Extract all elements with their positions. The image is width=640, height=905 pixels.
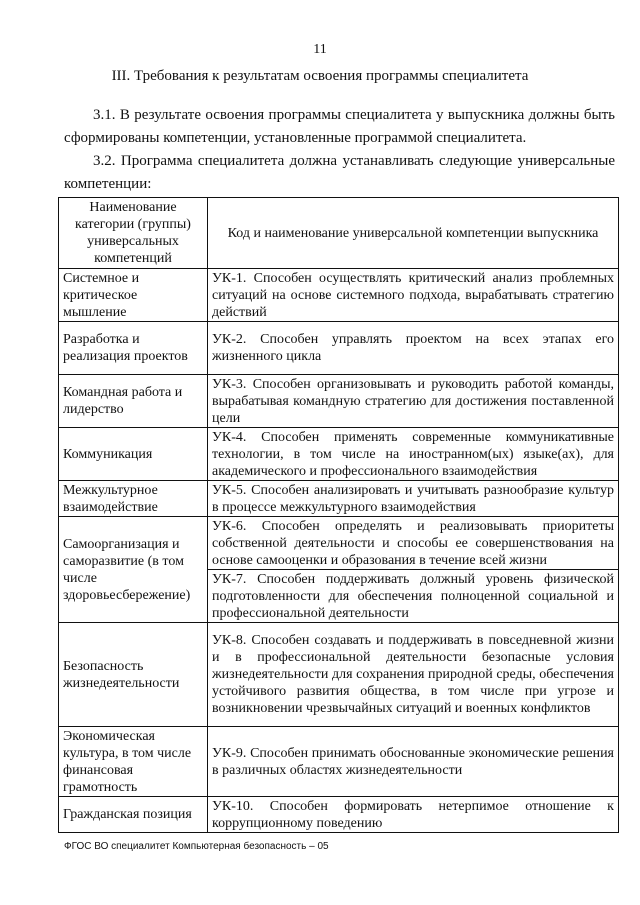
page-footer: ФГОС ВО специалитет Компьютерная безопасность – 05 xyxy=(64,841,329,852)
competency-cell: УК-2. Способен управлять проектом на всех этапах его жизненного цикла xyxy=(208,322,619,375)
category-cell: Коммуникация xyxy=(59,428,208,481)
table-row xyxy=(59,797,619,833)
category-cell: Системное и критическое мышление xyxy=(59,269,208,322)
category-cell: Межкультурное взаимодействие xyxy=(59,481,208,517)
competencies-table xyxy=(58,197,619,833)
competency-cell: УК-9. Способен принимать обоснованные экономические решения в различных областях жизнедеятельности xyxy=(208,727,619,797)
header-code: Код и наименование универсальной компетенции выпускника xyxy=(208,198,619,269)
competency-cell: УК-7. Способен поддерживать должный уровень физической подготовленности для обеспечения полноценной социальной и профессиональной деятельности xyxy=(208,570,619,623)
category-cell: Самоорганизация и саморазвитие (в том числе здоровьесбережение) xyxy=(59,517,208,623)
table-row xyxy=(59,428,619,481)
category-cell: Экономическая культура, в том числе финансовая грамотность xyxy=(59,727,208,797)
competency-cell: УК-10. Способен формировать нетерпимое отношение к коррупционному поведению xyxy=(208,797,619,833)
table-row xyxy=(59,623,619,727)
table-row xyxy=(59,375,619,428)
table-row xyxy=(59,322,619,375)
category-cell: Командная работа и лидерство xyxy=(59,375,208,428)
competency-cell: УК-4. Способен применять современные коммуникативные технологии, в том числе на иностранном(ых) языке(ах), для академического и профессионального взаимодействия xyxy=(208,428,619,481)
competency-cell: УК-8. Способен создавать и поддерживать в повседневной жизни и в профессиональной деятельности безопасные условия жизнедеятельности для сохранения природной среды, обеспечения устойчивого развития общества, в том числе при угрозе и возникновении чрезвычайных ситуаций и военных конфликтов xyxy=(208,623,619,727)
competency-cell: УК-3. Способен организовывать и руководить работой команды, вырабатывая командную стратегию для достижения поставленной цели xyxy=(208,375,619,428)
table-row xyxy=(59,269,619,322)
page-number: 11 xyxy=(313,42,327,57)
competency-cell: УК-5. Способен анализировать и учитывать разнообразие культур в процессе межкультурного взаимодействия xyxy=(208,481,619,517)
category-cell: Безопасность жизнедеятельности xyxy=(59,623,208,727)
category-cell: Гражданская позиция xyxy=(59,797,208,833)
table-row xyxy=(59,517,619,570)
category-cell: Разработка и реализация проектов xyxy=(59,322,208,375)
table-row xyxy=(59,727,619,797)
header-category: Наименование категории (группы) универсальных компетенций xyxy=(59,198,208,269)
competency-cell: УК-6. Способен определять и реализовывать приоритеты собственной деятельности и способы ее совершенствования на основе самооценки и образования в течение всей жизни xyxy=(208,517,619,570)
section-heading: III. Требования к результатам освоения программы специалитета xyxy=(111,68,529,84)
table-header-row xyxy=(59,198,619,269)
paragraph-3-2: 3.2. Программа специалитета должна устанавливать следующие универсальные компетенции: xyxy=(64,153,615,192)
table-row xyxy=(59,481,619,517)
paragraph-3-1: 3.1. В результате освоения программы специалитета у выпускника должны быть сформированы компетенции, установленные программой специалитета. xyxy=(64,107,615,146)
competency-cell: УК-1. Способен осуществлять критический анализ проблемных ситуаций на основе системного подхода, вырабатывать стратегию действий xyxy=(208,269,619,322)
